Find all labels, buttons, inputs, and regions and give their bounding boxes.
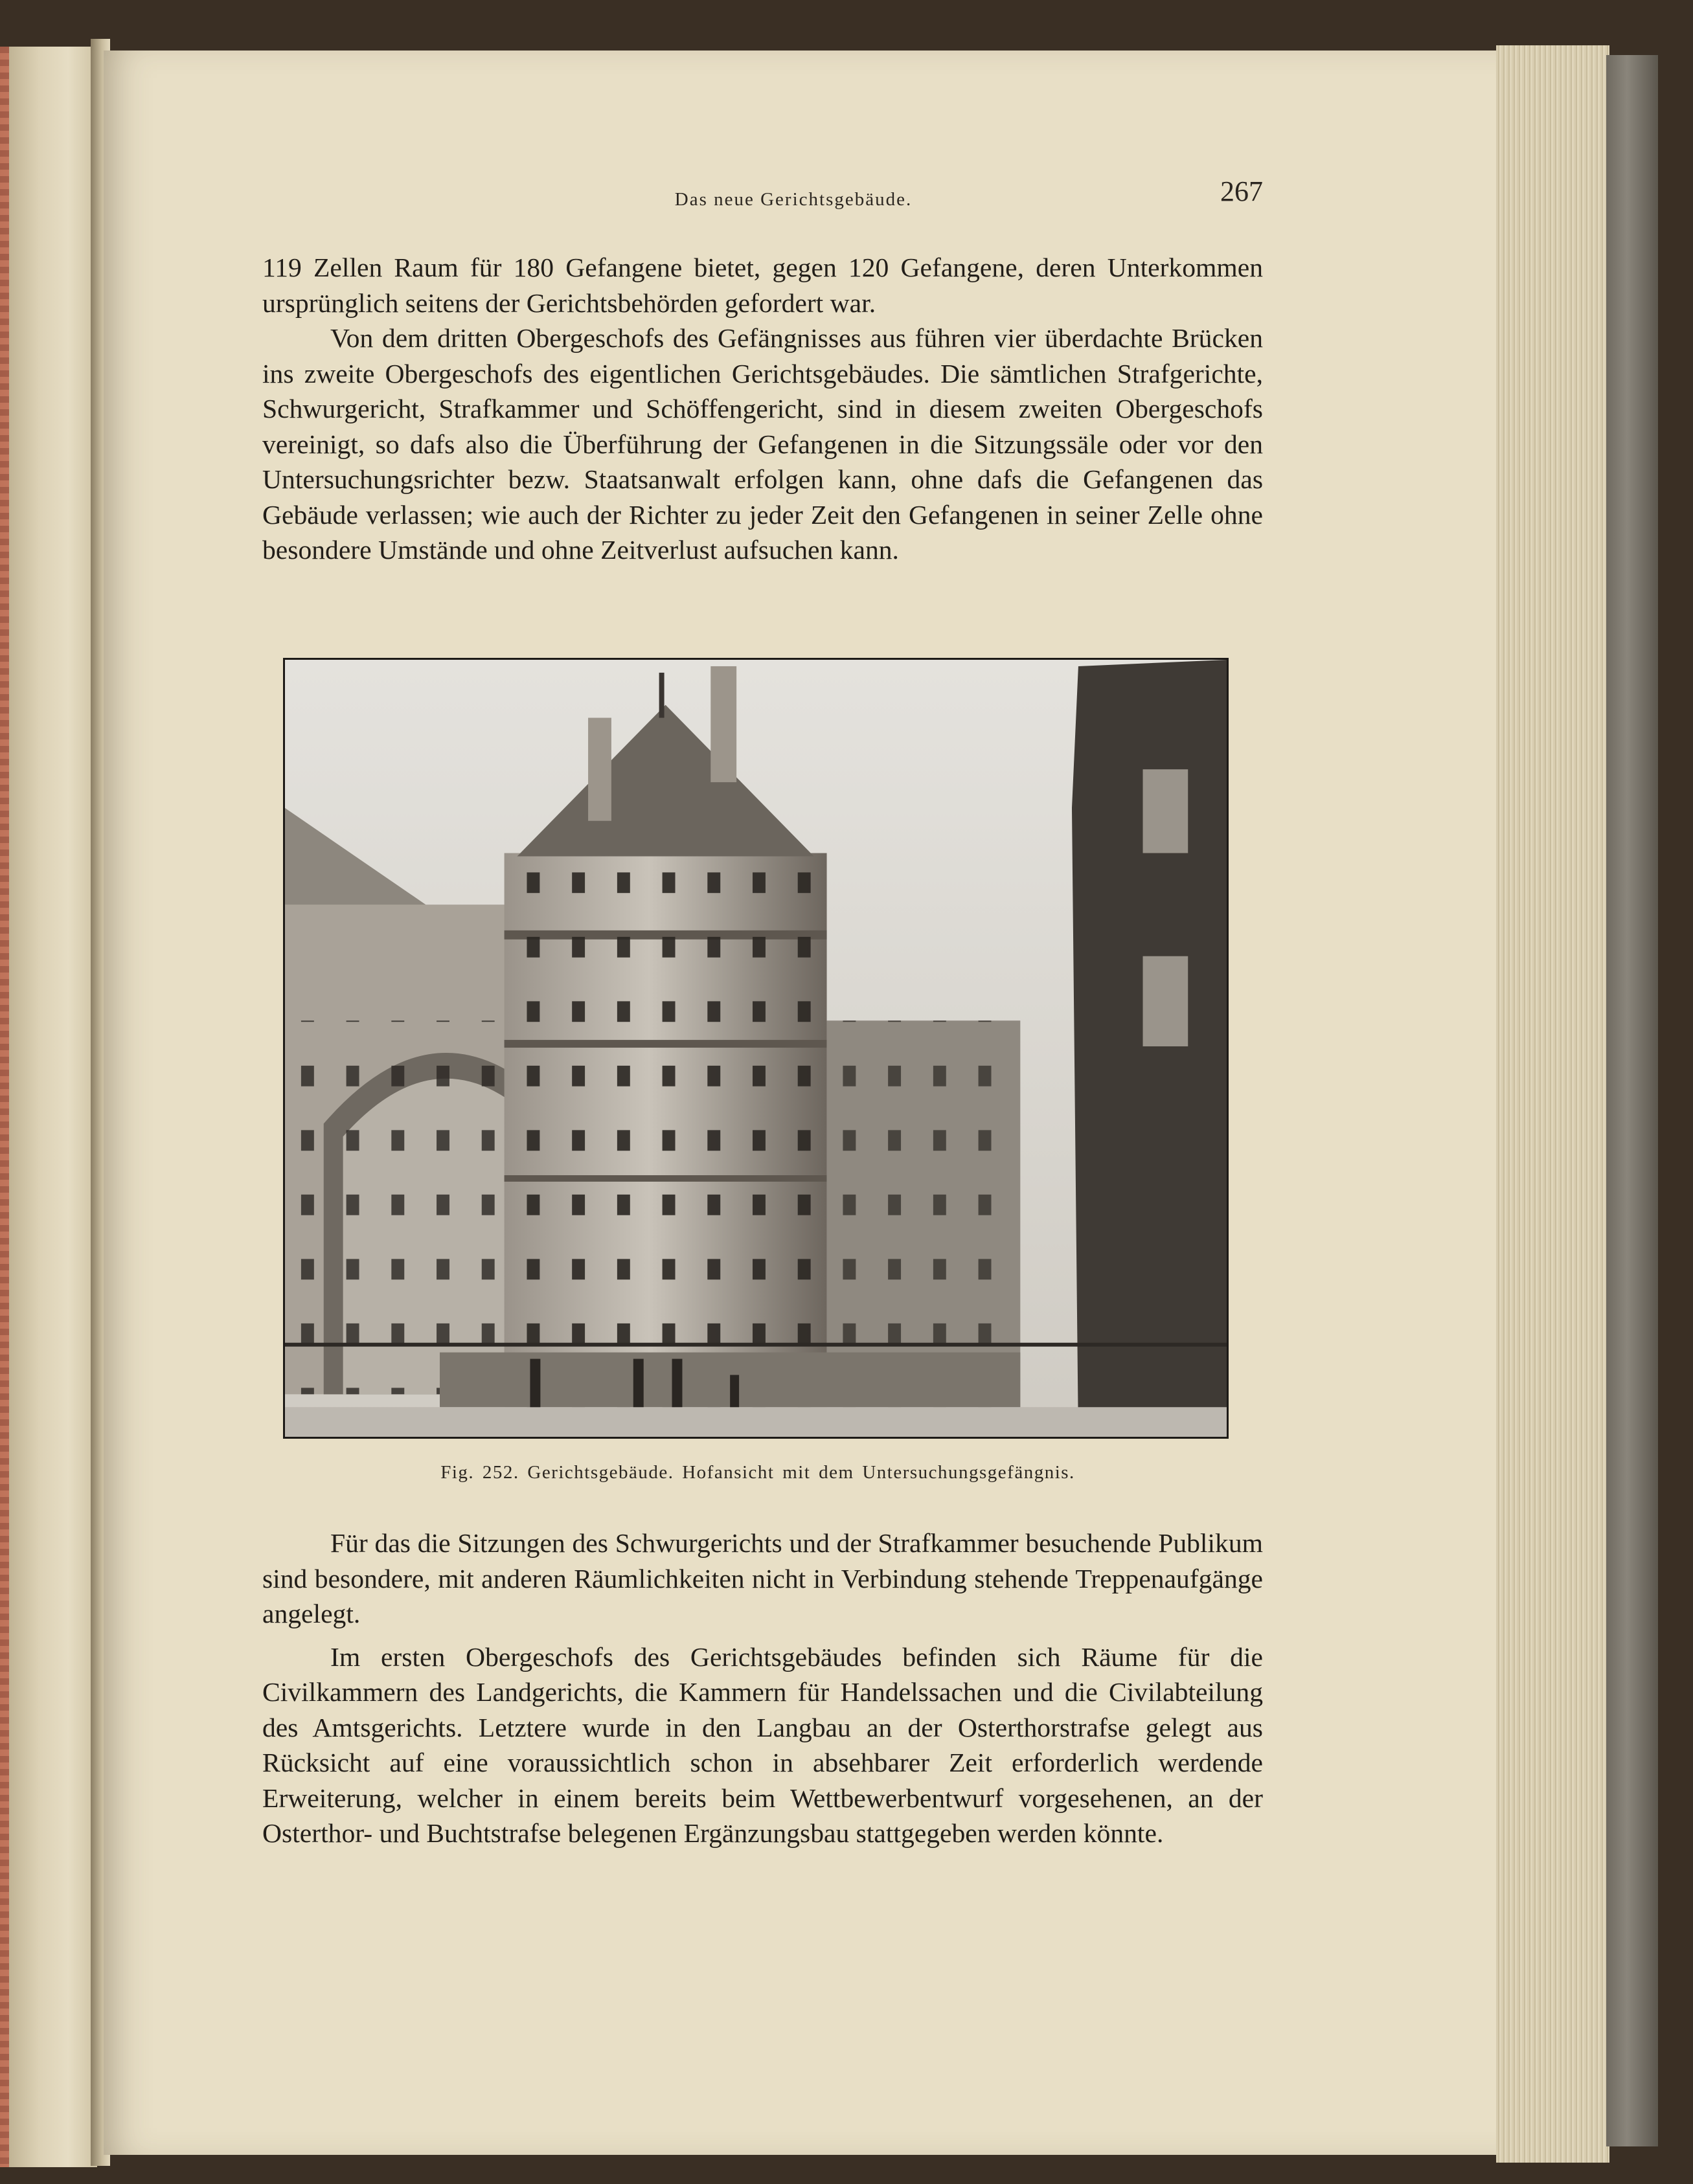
text-block-bottom (262, 1525, 1263, 1851)
running-title: Das neue Gerichtsgebäude. (674, 189, 913, 210)
paragraph: Von dem dritten Obergeschofs des Gefängnisses aus führen vier überdachte Brücken ins zweite Obergeschofs des eigentlichen Gerichtsgebäudes. Die sämtlichen Strafgerichte, Schwurgericht, Strafkammer und Schöffengericht, sind in diesem zweiten Obergeschofs vereinigt, so dafs also die Überführung der Gefangenen in die Sitzungssäle oder vor den Untersuchungsrichter bezw. Staatsanwalt erfolgen kann, ohne dafs die Gefangenen das Gebäude verlassen; wie auch der Richter zu jeder Zeit den Gefangenen in seiner Zelle ohne besondere Umstände und ohne Zeitverlust aufsuchen kann. (262, 323, 1263, 565)
book-edge-binding (0, 47, 9, 2167)
paragraph: Für das die Sitzungen des Schwurgerichts und der Strafkammer besuchende Publikum sind besondere, mit anderen Räumlichkeiten nicht in Verbindung stehende Treppenaufgänge angelegt. (262, 1528, 1263, 1628)
book-cover-edge (1606, 55, 1658, 2146)
figure-caption: Fig. 252. Gerichtsgebäude. Hofansicht mit dem Untersuchungsgefängnis. (440, 1462, 1075, 1483)
figure-photo (283, 658, 1229, 1439)
page-number: 267 (1220, 175, 1263, 207)
text-block-top (262, 250, 1263, 568)
left-page-edge (0, 47, 97, 2167)
page-fore-edge (1496, 45, 1609, 2163)
courtyard-illustration (285, 660, 1227, 1437)
paragraph: Im ersten Obergeschofs des Gerichtsgebäudes befinden sich Räume für die Civilkammern des Landgerichts, die Kammern für Handelssachen und die Civilabteilung des Amtsgerichts. Letztere wurde in den Langbau an der Osterthorstrafse gelegt aus Rücksicht auf eine voraussichtlich schon in absehbarer Zeit erforderlich werdende Erweiterung, welcher in einem bereits beim Wettbewerbentwurf vorgesehenen, an der Osterthor- und Buchtstrafse belegenen Ergänzungsbau stattgegeben werden könnte. (262, 1641, 1263, 1848)
paragraph: 119 Zellen Raum für 180 Gefangene bietet, gegen 120 Gefangene, deren Unterkommen ursprünglich seitens der Gerichtsbehörden gefordert war. (262, 253, 1263, 318)
